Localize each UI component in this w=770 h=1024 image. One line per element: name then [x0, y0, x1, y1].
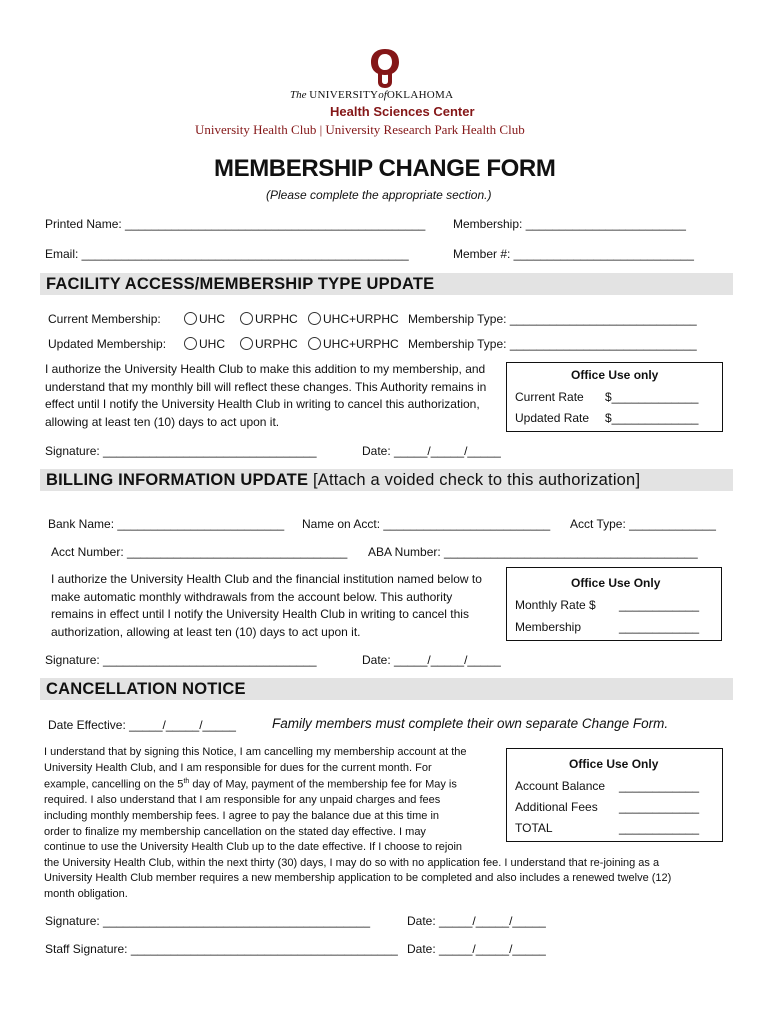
office-use-title: Office Use Only: [571, 576, 661, 590]
notice-line-10: month obligation.: [44, 888, 128, 900]
form-subtitle: (Please complete the appropriate section.): [266, 188, 492, 202]
notice-line-2: University Health Club, and I am responsible for dues for the current month. For: [44, 762, 432, 774]
current-option-uhc[interactable]: UHC: [184, 312, 225, 326]
monthly-rate-field[interactable]: ____________: [619, 598, 700, 612]
billing-office-use-box: [506, 567, 722, 641]
current-rate-label: Current Rate: [515, 390, 584, 404]
current-membership-type-field[interactable]: Membership Type: ____________________________: [408, 312, 697, 326]
notice-line-4: required. I also understand that I am responsible for any unpaid charges and fees: [44, 794, 441, 806]
univ-the: The: [290, 89, 307, 101]
name-on-acct-field[interactable]: Name on Acct: _________________________: [302, 517, 551, 531]
monthly-rate-label: Monthly Rate $: [515, 598, 596, 612]
university-name: [290, 89, 453, 101]
ou-logo: [369, 48, 401, 88]
billing-section-title: [46, 471, 640, 490]
billing-title-bold: BILLING INFORMATION UPDATE: [46, 471, 309, 489]
notice-line-9: University Health Club member requires a new membership application to be completed and also includes a renewed twelve (12): [44, 872, 672, 884]
updated-option-uhc[interactable]: UHC: [184, 337, 225, 351]
printed-name-field[interactable]: Printed Name: _____________________________________________: [45, 217, 426, 231]
radio-icon[interactable]: [240, 312, 253, 325]
cancellation-office-use-box: [506, 748, 723, 842]
updated-membership-label: Updated Membership:: [48, 337, 167, 351]
cancellation-section-title: CANCELLATION NOTICE: [46, 680, 246, 698]
account-balance-label: Account Balance: [515, 779, 606, 793]
current-option-uhc-urphc[interactable]: UHC+URPHC: [308, 312, 399, 326]
facility-section-title: FACILITY ACCESS/MEMBERSHIP TYPE UPDATE: [46, 275, 435, 293]
date-effective-field[interactable]: Date Effective: _____/_____/_____: [48, 718, 236, 732]
radio-icon[interactable]: [308, 312, 321, 325]
aba-number-field[interactable]: ABA Number: ______________________________________: [368, 545, 698, 559]
cancellation-date-field[interactable]: Date: _____/_____/_____: [407, 914, 546, 928]
notice-line-6: order to finalize my membership cancellation on the stated day effective. I may: [44, 826, 426, 838]
facility-office-use-box: [506, 362, 723, 432]
acct-type-field[interactable]: Acct Type: _____________: [570, 517, 716, 531]
facility-authorization-text: I authorize the University Health Club to make this addition to my membership, and understand that my monthly bill will reflect these changes. This Authority remains in effect until I notify the University Health Club in writing to cancel this authorization, allowing at least ten (10) days to act upon it.: [45, 362, 487, 429]
radio-icon[interactable]: [184, 337, 197, 350]
radio-icon[interactable]: [184, 312, 197, 325]
notice-line-5: including monthly membership fees. I agree to pay the balance due at this time in: [44, 810, 440, 822]
facility-date-field[interactable]: Date: _____/_____/_____: [362, 444, 501, 458]
univ-of: of: [378, 89, 387, 101]
additional-fees-field[interactable]: ____________: [619, 800, 700, 814]
current-rate-field[interactable]: $_____________: [605, 390, 699, 404]
family-note: Family members must complete their own separate Change Form.: [272, 716, 669, 731]
billing-membership-label: Membership: [515, 620, 582, 634]
member-number-field[interactable]: Member #: ___________________________: [453, 247, 694, 261]
current-membership-row: [48, 312, 161, 326]
billing-signature-field[interactable]: Signature: ________________________________: [45, 653, 317, 667]
radio-icon[interactable]: [308, 337, 321, 350]
notice-line-7: continue to use the University Health Club up to the date effective. If I choose to rejoin: [44, 841, 463, 853]
staff-signature-field[interactable]: Staff Signature: ________________________________________: [45, 942, 398, 956]
club-names: University Health Club | University Research Park Health Club: [195, 122, 525, 137]
updated-option-urphc[interactable]: URPHC: [240, 337, 298, 351]
updated-rate-field[interactable]: $_____________: [605, 411, 699, 425]
notice-line-1: I understand that by signing this Notice, I am cancelling my membership account at the: [44, 746, 467, 758]
univ-name: UNIVERSITY: [309, 89, 379, 101]
billing-membership-field[interactable]: ____________: [619, 620, 700, 634]
staff-date-field[interactable]: Date: _____/_____/_____: [407, 942, 546, 956]
total-label: TOTAL: [515, 821, 553, 835]
form-title: MEMBERSHIP CHANGE FORM: [214, 155, 556, 182]
email-field[interactable]: Email: _________________________________________________: [45, 247, 409, 261]
radio-icon[interactable]: [240, 337, 253, 350]
billing-date-field[interactable]: Date: _____/_____/_____: [362, 653, 501, 667]
health-sciences-center: Health Sciences Center: [330, 104, 475, 119]
updated-option-uhc-urphc[interactable]: UHC+URPHC: [308, 337, 399, 351]
univ-state: OKLAHOMA: [386, 89, 454, 101]
cancellation-signature-field[interactable]: Signature: ________________________________________: [45, 914, 370, 928]
updated-rate-label: Updated Rate: [515, 411, 590, 425]
current-option-urphc[interactable]: URPHC: [240, 312, 298, 326]
billing-authorization-text: I authorize the University Health Club and the financial institution named below to make automatic monthly withdrawals from the account below. This authority remains in effect until I notify the University Health Club in writing to cancel this authorization, allowing at least ten (10) days to act upon it.: [51, 572, 482, 639]
updated-membership-type-field[interactable]: Membership Type: ____________________________: [408, 337, 697, 351]
office-use-title: Office Use Only: [569, 757, 659, 771]
notice-line-8: the University Health Club, within the next thirty (30) days, I may do so with no application fee. I understand that re-joining as a: [44, 857, 660, 869]
membership-field[interactable]: Membership: ________________________: [453, 217, 686, 231]
facility-signature-field[interactable]: Signature: ________________________________: [45, 444, 317, 458]
notice-line-3: example, cancelling on the 5th day of May, payment of the membership fee for May is: [44, 778, 457, 791]
bank-name-field[interactable]: Bank Name: _________________________: [48, 517, 285, 531]
additional-fees-label: Additional Fees: [515, 800, 598, 814]
billing-title-rest: [Attach a voided check to this authorization]: [312, 471, 641, 489]
total-field[interactable]: ____________: [619, 821, 700, 835]
account-balance-field[interactable]: ____________: [619, 779, 700, 793]
current-membership-label: Current Membership:: [48, 312, 161, 326]
office-use-title: Office Use only: [571, 368, 659, 382]
acct-number-field[interactable]: Acct Number: _________________________________: [51, 545, 348, 559]
